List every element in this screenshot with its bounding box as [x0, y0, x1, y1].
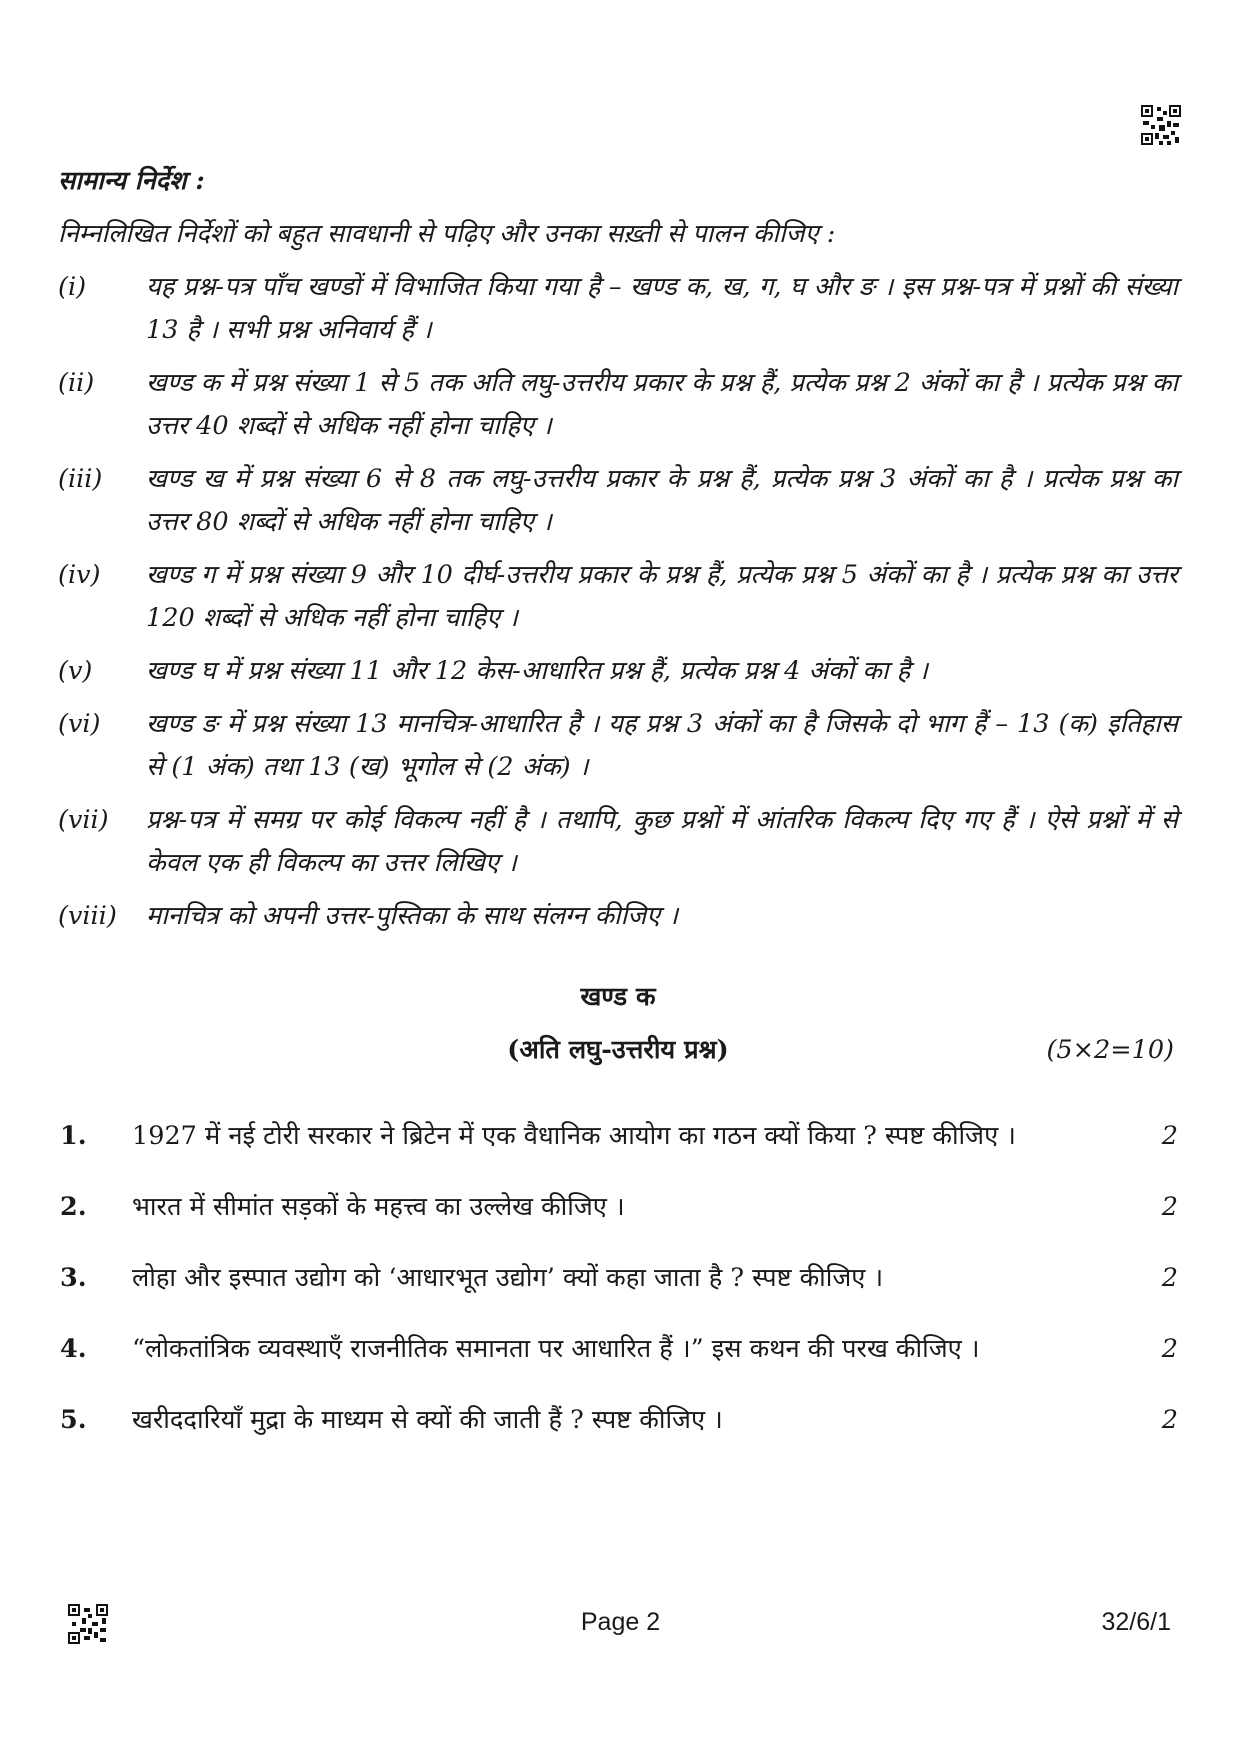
question-number: 3. — [60, 1263, 87, 1293]
instruction-number: (ii) — [58, 368, 95, 398]
instruction-item — [58, 554, 1178, 640]
instruction-text: खण्ड घ में प्रश्न संख्या 11 और 12 केस-आधारित प्रश्न हैं, प्रत्येक प्रश्न 4 अंकों का है । — [146, 656, 928, 686]
instructions-page — [58, 160, 1178, 1442]
instruction-text: प्रश्न-पत्र में समग्र पर कोई विकल्प नहीं है । तथापि, कुछ प्रश्नों में आंतरिक विकल्प दिए गए हैं । ऐसे प्रश्नों में से केवल एक ही विकल्प का उत्तर लिखिए । — [146, 805, 1178, 878]
question-marks: 2 — [1161, 1405, 1178, 1435]
instruction-number: (iii) — [58, 464, 103, 494]
instruction-number: (vi) — [58, 709, 101, 739]
question-text: भारत में सीमांत सड़कों के महत्त्व का उल्लेख कीजिए । — [132, 1192, 625, 1222]
question-text: लोहा और इस्पात उद्योग को ‘आधारभूत उद्योग’ क्यों कहा जाता है ? स्पष्ट कीजिए । — [132, 1263, 884, 1293]
section-subtitle-row — [58, 1029, 1178, 1077]
instructions-intro: निम्नलिखित निर्देशों को बहुत सावधानी से पढ़िए और उनका सख़्ती से पालन कीजिए : — [58, 219, 836, 249]
question-item — [58, 1186, 1178, 1229]
instruction-number: (i) — [58, 272, 87, 302]
question-marks: 2 — [1161, 1192, 1178, 1222]
question-text: “लोकतांत्रिक व्यवस्थाएँ राजनीतिक समानता पर आधारित हैं ।” इस कथन की परख कीजिए । — [132, 1334, 980, 1364]
instruction-number: (vii) — [58, 805, 109, 835]
section-marks: (5×2=10) — [1046, 1035, 1174, 1065]
instruction-text: खण्ड क में प्रश्न संख्या 1 से 5 तक अति लघु-उत्तरीय प्रकार के प्रश्न हैं, प्रत्येक प्रश्न 2 अंकों का है । प्रत्येक प्रश्न का उत्तर 40 शब्दों से अधिक नहीं होना चाहिए । — [146, 368, 1178, 441]
instruction-item — [58, 362, 1178, 448]
question-marks: 2 — [1161, 1263, 1178, 1293]
general-instructions-heading: सामान्य निर्देश : — [58, 166, 205, 196]
instruction-item — [58, 650, 1178, 693]
question-item — [58, 1115, 1178, 1158]
instruction-text: खण्ड ख में प्रश्न संख्या 6 से 8 तक लघु-उत्तरीय प्रकार के प्रश्न हैं, प्रत्येक प्रश्न 3 अंकों का है । प्रत्येक प्रश्न का उत्तर 80 शब्दों से अधिक नहीं होना चाहिए । — [146, 464, 1178, 537]
instruction-text: खण्ड ङ में प्रश्न संख्या 13 मानचित्र-आधारित है । यह प्रश्न 3 अंकों का है जिसके दो भाग हैं – 13 (क) इतिहास से (1 अंक) तथा 13 (ख) भूगोल से (2 अंक) । — [146, 709, 1178, 782]
instruction-item — [58, 266, 1178, 352]
instruction-number: (v) — [58, 656, 93, 686]
instruction-item — [58, 458, 1178, 544]
instruction-item — [58, 799, 1178, 885]
question-marks: 2 — [1161, 1334, 1178, 1364]
paper-code: 32/6/1 — [1101, 1608, 1171, 1636]
instruction-item — [58, 895, 1178, 938]
section-title: खण्ड क — [580, 982, 656, 1012]
instruction-text: मानचित्र को अपनी उत्तर-पुस्तिका के साथ संलग्न कीजिए । — [146, 901, 679, 931]
question-marks: 2 — [1161, 1121, 1178, 1151]
instruction-text: यह प्रश्न-पत्र पाँच खण्डों में विभाजित किया गया है – खण्ड क, ख, ग, घ और ङ । इस प्रश्न-पत्र में प्रश्नों की संख्या 13 है । सभी प्रश्न अनिवार्य हैं । — [146, 272, 1178, 345]
question-item — [58, 1257, 1178, 1300]
question-number: 4. — [60, 1334, 87, 1364]
question-number: 1. — [60, 1121, 87, 1151]
page-number: Page 2 — [580, 1608, 661, 1636]
instruction-number: (viii) — [58, 901, 117, 931]
instruction-item — [58, 703, 1178, 789]
question-number: 2. — [60, 1192, 87, 1222]
question-item — [58, 1399, 1178, 1442]
section-subtitle: (अति लघु-उत्तरीय प्रश्न) — [507, 1035, 729, 1065]
question-item — [58, 1328, 1178, 1371]
qr-code-icon — [1141, 105, 1181, 145]
question-text: खरीददारियाँ मुद्रा के माध्यम से क्यों की जाती हैं ? स्पष्ट कीजिए । — [132, 1405, 723, 1435]
instruction-text: खण्ड ग में प्रश्न संख्या 9 और 10 दीर्घ-उत्तरीय प्रकार के प्रश्न हैं, प्रत्येक प्रश्न 5 अंकों का है । प्रत्येक प्रश्न का उत्तर 120 शब्दों से अधिक नहीं होना चाहिए । — [146, 560, 1178, 633]
question-text: 1927 में नई टोरी सरकार ने ब्रिटेन में एक वैधानिक आयोग का गठन क्यों किया ? स्पष्ट कीजिए । — [132, 1121, 1016, 1151]
instruction-number: (iv) — [58, 560, 101, 590]
question-number: 5. — [60, 1405, 87, 1435]
